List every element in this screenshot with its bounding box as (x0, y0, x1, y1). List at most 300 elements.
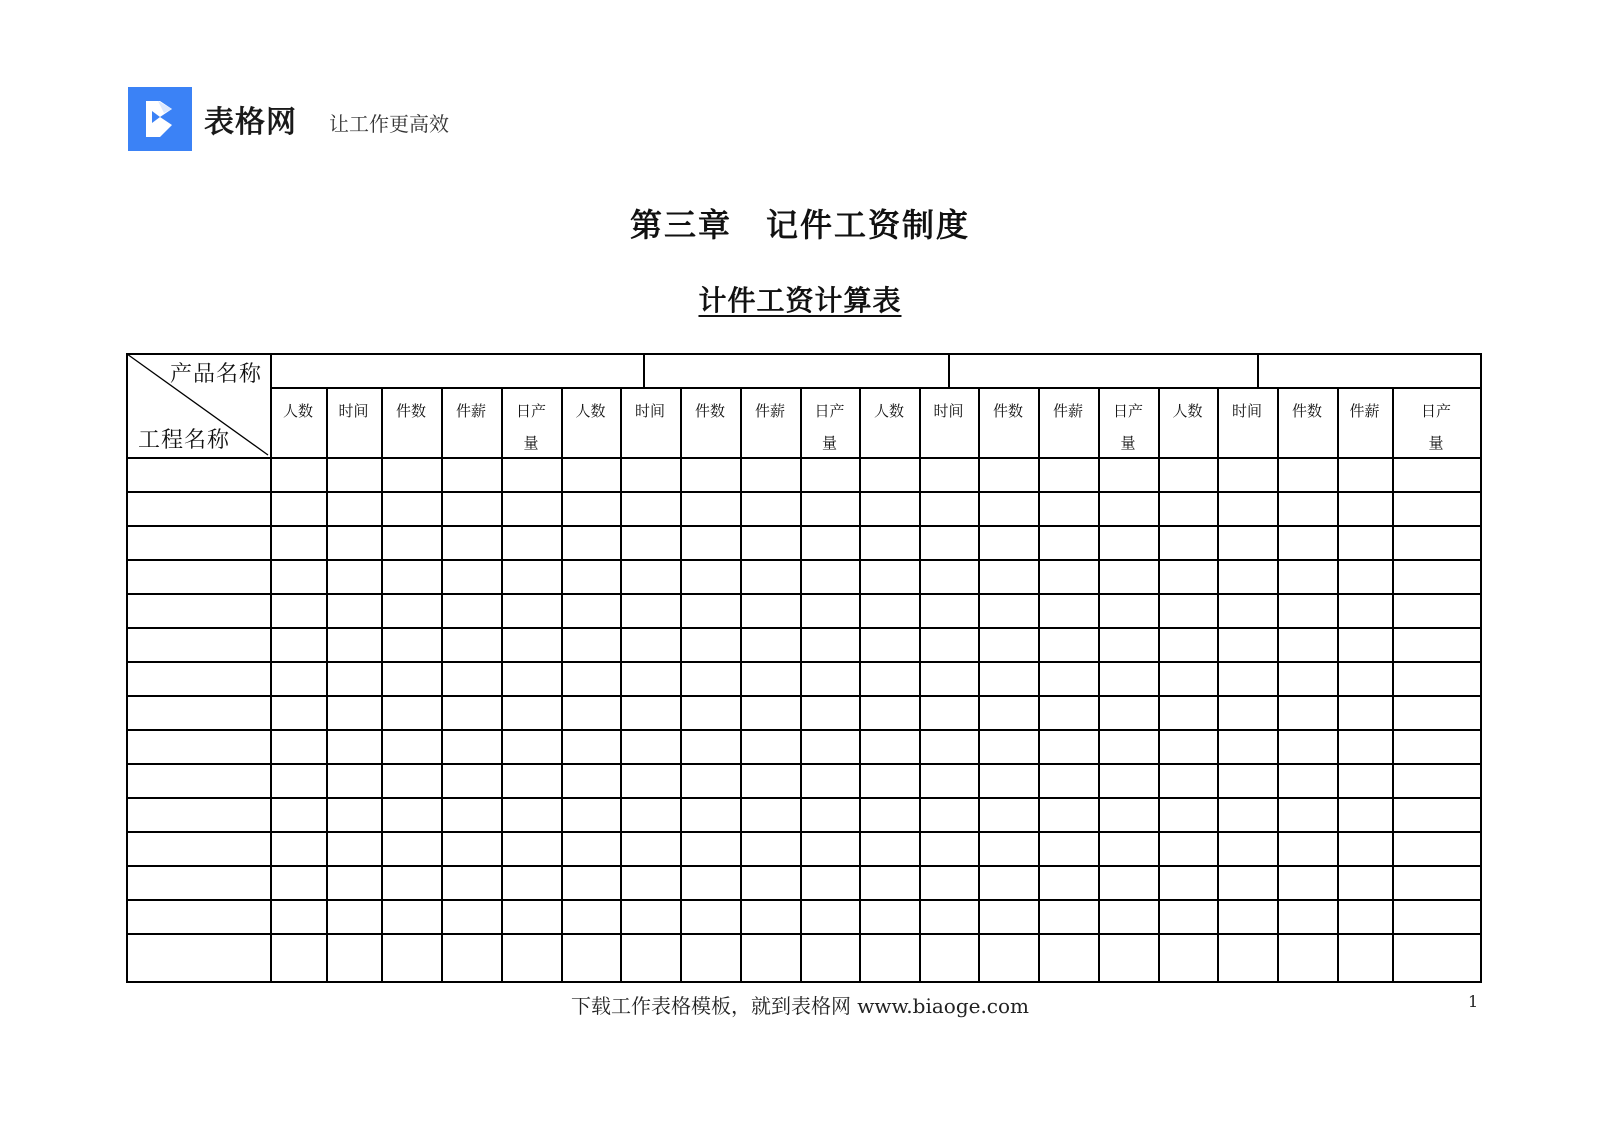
table-cell[interactable] (1339, 867, 1391, 898)
table-cell[interactable] (1339, 459, 1391, 490)
table-cell[interactable] (1100, 595, 1157, 626)
table-cell[interactable] (328, 697, 380, 728)
table-cell[interactable] (1160, 833, 1216, 864)
table-cell[interactable] (563, 561, 619, 592)
table-cell[interactable] (1040, 493, 1097, 524)
table-cell[interactable] (682, 901, 739, 932)
table-cell[interactable] (921, 799, 977, 830)
table-cell[interactable] (383, 595, 440, 626)
table-cell[interactable] (443, 459, 500, 490)
table-cell[interactable] (1219, 663, 1276, 694)
table-cell[interactable] (383, 629, 440, 660)
table-cell[interactable] (328, 901, 380, 932)
table-cell[interactable] (328, 731, 380, 762)
table-cell[interactable] (1160, 901, 1216, 932)
table-cell[interactable] (742, 833, 799, 864)
table-cell[interactable] (682, 527, 739, 558)
table-cell[interactable] (802, 799, 858, 830)
table-cell[interactable] (1279, 663, 1336, 694)
table-cell[interactable] (802, 901, 858, 932)
table-cell[interactable] (921, 935, 977, 966)
table-cell[interactable] (328, 493, 380, 524)
process-name-cell[interactable] (128, 629, 269, 660)
table-cell[interactable] (1040, 595, 1097, 626)
process-name-cell[interactable] (128, 765, 269, 796)
table-cell[interactable] (503, 901, 560, 932)
table-cell[interactable] (1040, 901, 1097, 932)
table-cell[interactable] (682, 833, 739, 864)
table-cell[interactable] (802, 765, 858, 796)
table-cell[interactable] (1040, 697, 1097, 728)
table-cell[interactable] (802, 867, 858, 898)
table-cell[interactable] (383, 901, 440, 932)
table-cell[interactable] (272, 901, 325, 932)
table-cell[interactable] (1339, 595, 1391, 626)
table-cell[interactable] (443, 799, 500, 830)
table-cell[interactable] (563, 663, 619, 694)
table-cell[interactable] (1279, 799, 1336, 830)
table-cell[interactable] (861, 527, 918, 558)
table-cell[interactable] (383, 561, 440, 592)
table-cell[interactable] (622, 527, 679, 558)
table-cell[interactable] (563, 799, 619, 830)
table-cell[interactable] (1160, 697, 1216, 728)
table-cell[interactable] (861, 663, 918, 694)
table-cell[interactable] (1394, 799, 1479, 830)
table-cell[interactable] (861, 459, 918, 490)
table-cell[interactable] (622, 731, 679, 762)
table-cell[interactable] (682, 935, 739, 966)
table-cell[interactable] (1279, 527, 1336, 558)
table-cell[interactable] (682, 867, 739, 898)
process-name-cell[interactable] (128, 799, 269, 830)
table-cell[interactable] (1394, 765, 1479, 796)
table-cell[interactable] (1160, 663, 1216, 694)
table-cell[interactable] (622, 765, 679, 796)
table-cell[interactable] (1160, 799, 1216, 830)
table-cell[interactable] (563, 697, 619, 728)
table-cell[interactable] (563, 493, 619, 524)
table-cell[interactable] (1160, 527, 1216, 558)
table-cell[interactable] (742, 901, 799, 932)
table-cell[interactable] (921, 459, 977, 490)
table-cell[interactable] (1100, 867, 1157, 898)
table-cell[interactable] (383, 731, 440, 762)
table-cell[interactable] (1219, 629, 1276, 660)
table-cell[interactable] (443, 867, 500, 898)
table-cell[interactable] (682, 765, 739, 796)
table-cell[interactable] (861, 833, 918, 864)
table-cell[interactable] (921, 765, 977, 796)
table-cell[interactable] (503, 867, 560, 898)
table-cell[interactable] (622, 493, 679, 524)
table-cell[interactable] (980, 867, 1037, 898)
process-name-cell[interactable] (128, 663, 269, 694)
table-cell[interactable] (1040, 731, 1097, 762)
table-cell[interactable] (980, 731, 1037, 762)
table-cell[interactable] (1394, 459, 1479, 490)
table-cell[interactable] (1160, 731, 1216, 762)
table-cell[interactable] (563, 527, 619, 558)
table-cell[interactable] (1100, 833, 1157, 864)
table-cell[interactable] (921, 697, 977, 728)
table-cell[interactable] (682, 629, 739, 660)
table-cell[interactable] (1279, 459, 1336, 490)
table-cell[interactable] (802, 561, 858, 592)
table-cell[interactable] (682, 493, 739, 524)
table-cell[interactable] (1040, 867, 1097, 898)
table-cell[interactable] (802, 459, 858, 490)
table-cell[interactable] (503, 595, 560, 626)
table-cell[interactable] (443, 663, 500, 694)
table-cell[interactable] (742, 799, 799, 830)
table-cell[interactable] (503, 663, 560, 694)
table-cell[interactable] (383, 663, 440, 694)
table-cell[interactable] (443, 901, 500, 932)
table-cell[interactable] (980, 833, 1037, 864)
table-cell[interactable] (802, 935, 858, 966)
table-cell[interactable] (861, 561, 918, 592)
table-cell[interactable] (1394, 731, 1479, 762)
table-cell[interactable] (272, 493, 325, 524)
table-cell[interactable] (1100, 697, 1157, 728)
table-cell[interactable] (1219, 765, 1276, 796)
table-cell[interactable] (1339, 493, 1391, 524)
table-cell[interactable] (742, 935, 799, 966)
table-cell[interactable] (980, 765, 1037, 796)
process-name-cell[interactable] (128, 697, 269, 728)
table-cell[interactable] (443, 527, 500, 558)
table-cell[interactable] (980, 901, 1037, 932)
table-cell[interactable] (742, 629, 799, 660)
table-cell[interactable] (328, 833, 380, 864)
table-cell[interactable] (383, 833, 440, 864)
table-cell[interactable] (1219, 935, 1276, 966)
table-cell[interactable] (443, 765, 500, 796)
table-cell[interactable] (1040, 765, 1097, 796)
table-cell[interactable] (328, 629, 380, 660)
table-cell[interactable] (1160, 629, 1216, 660)
table-cell[interactable] (563, 459, 619, 490)
table-cell[interactable] (563, 629, 619, 660)
table-cell[interactable] (272, 697, 325, 728)
table-cell[interactable] (272, 527, 325, 558)
table-cell[interactable] (622, 629, 679, 660)
table-cell[interactable] (1279, 493, 1336, 524)
table-cell[interactable] (443, 629, 500, 660)
process-name-cell[interactable] (128, 527, 269, 558)
table-cell[interactable] (1219, 799, 1276, 830)
table-cell[interactable] (563, 833, 619, 864)
table-cell[interactable] (682, 459, 739, 490)
table-cell[interactable] (921, 867, 977, 898)
table-cell[interactable] (1339, 765, 1391, 796)
table-cell[interactable] (383, 765, 440, 796)
table-cell[interactable] (1394, 867, 1479, 898)
table-cell[interactable] (383, 493, 440, 524)
table-cell[interactable] (563, 935, 619, 966)
table-cell[interactable] (503, 833, 560, 864)
table-cell[interactable] (1279, 629, 1336, 660)
table-cell[interactable] (742, 765, 799, 796)
table-cell[interactable] (802, 833, 858, 864)
table-cell[interactable] (328, 765, 380, 796)
table-cell[interactable] (861, 867, 918, 898)
table-cell[interactable] (1040, 459, 1097, 490)
table-cell[interactable] (682, 799, 739, 830)
table-cell[interactable] (503, 697, 560, 728)
process-name-cell[interactable] (128, 867, 269, 898)
table-cell[interactable] (1160, 867, 1216, 898)
table-cell[interactable] (1219, 459, 1276, 490)
table-cell[interactable] (1040, 799, 1097, 830)
table-cell[interactable] (272, 799, 325, 830)
table-cell[interactable] (272, 765, 325, 796)
table-cell[interactable] (1100, 629, 1157, 660)
table-cell[interactable] (1219, 697, 1276, 728)
process-name-cell[interactable] (128, 459, 269, 490)
table-cell[interactable] (1394, 935, 1479, 966)
table-cell[interactable] (921, 493, 977, 524)
table-cell[interactable] (1100, 561, 1157, 592)
process-name-cell[interactable] (128, 561, 269, 592)
table-cell[interactable] (980, 663, 1037, 694)
table-cell[interactable] (272, 595, 325, 626)
table-cell[interactable] (383, 527, 440, 558)
table-cell[interactable] (861, 901, 918, 932)
table-cell[interactable] (503, 629, 560, 660)
table-cell[interactable] (328, 595, 380, 626)
table-cell[interactable] (328, 867, 380, 898)
table-cell[interactable] (383, 867, 440, 898)
process-name-cell[interactable] (128, 901, 269, 932)
table-cell[interactable] (1040, 629, 1097, 660)
table-cell[interactable] (622, 935, 679, 966)
table-cell[interactable] (1040, 935, 1097, 966)
table-cell[interactable] (682, 561, 739, 592)
table-cell[interactable] (1160, 459, 1216, 490)
table-cell[interactable] (980, 595, 1037, 626)
table-cell[interactable] (921, 527, 977, 558)
table-cell[interactable] (328, 561, 380, 592)
table-cell[interactable] (328, 459, 380, 490)
table-cell[interactable] (742, 561, 799, 592)
table-cell[interactable] (328, 527, 380, 558)
table-cell[interactable] (503, 731, 560, 762)
table-cell[interactable] (1394, 833, 1479, 864)
table-cell[interactable] (622, 867, 679, 898)
process-name-cell[interactable] (128, 833, 269, 864)
table-cell[interactable] (1160, 595, 1216, 626)
table-cell[interactable] (1339, 561, 1391, 592)
table-cell[interactable] (1040, 833, 1097, 864)
table-cell[interactable] (980, 493, 1037, 524)
process-name-cell[interactable] (128, 731, 269, 762)
table-cell[interactable] (1100, 935, 1157, 966)
table-cell[interactable] (921, 901, 977, 932)
table-cell[interactable] (622, 799, 679, 830)
table-cell[interactable] (682, 595, 739, 626)
table-cell[interactable] (443, 731, 500, 762)
table-cell[interactable] (1279, 901, 1336, 932)
table-cell[interactable] (1160, 493, 1216, 524)
table-cell[interactable] (802, 527, 858, 558)
table-cell[interactable] (383, 697, 440, 728)
table-cell[interactable] (921, 663, 977, 694)
table-cell[interactable] (443, 595, 500, 626)
table-cell[interactable] (1040, 527, 1097, 558)
table-cell[interactable] (1100, 799, 1157, 830)
table-cell[interactable] (1279, 935, 1336, 966)
table-cell[interactable] (443, 935, 500, 966)
table-cell[interactable] (742, 731, 799, 762)
table-cell[interactable] (921, 561, 977, 592)
table-cell[interactable] (272, 561, 325, 592)
table-cell[interactable] (1394, 697, 1479, 728)
table-cell[interactable] (742, 493, 799, 524)
table-cell[interactable] (980, 697, 1037, 728)
table-cell[interactable] (1394, 663, 1479, 694)
table-cell[interactable] (1040, 561, 1097, 592)
table-cell[interactable] (1394, 595, 1479, 626)
table-cell[interactable] (503, 935, 560, 966)
table-cell[interactable] (443, 561, 500, 592)
table-cell[interactable] (503, 459, 560, 490)
table-cell[interactable] (921, 595, 977, 626)
table-cell[interactable] (443, 697, 500, 728)
table-cell[interactable] (1040, 663, 1097, 694)
table-cell[interactable] (328, 935, 380, 966)
table-cell[interactable] (1394, 527, 1479, 558)
table-cell[interactable] (1279, 867, 1336, 898)
table-cell[interactable] (1100, 731, 1157, 762)
table-cell[interactable] (682, 697, 739, 728)
table-cell[interactable] (1219, 731, 1276, 762)
table-cell[interactable] (861, 595, 918, 626)
table-cell[interactable] (622, 663, 679, 694)
table-cell[interactable] (1394, 629, 1479, 660)
table-cell[interactable] (622, 459, 679, 490)
table-cell[interactable] (921, 629, 977, 660)
process-name-cell[interactable] (128, 595, 269, 626)
table-cell[interactable] (1100, 765, 1157, 796)
table-cell[interactable] (503, 561, 560, 592)
table-cell[interactable] (742, 595, 799, 626)
table-cell[interactable] (1100, 527, 1157, 558)
table-cell[interactable] (1339, 731, 1391, 762)
table-cell[interactable] (861, 935, 918, 966)
table-cell[interactable] (503, 765, 560, 796)
table-cell[interactable] (1394, 561, 1479, 592)
table-cell[interactable] (328, 663, 380, 694)
table-cell[interactable] (1279, 561, 1336, 592)
table-cell[interactable] (861, 493, 918, 524)
table-cell[interactable] (1279, 833, 1336, 864)
table-cell[interactable] (1339, 833, 1391, 864)
table-cell[interactable] (1219, 867, 1276, 898)
table-cell[interactable] (1100, 663, 1157, 694)
table-cell[interactable] (272, 935, 325, 966)
table-cell[interactable] (980, 459, 1037, 490)
table-cell[interactable] (980, 561, 1037, 592)
table-cell[interactable] (1160, 765, 1216, 796)
table-cell[interactable] (802, 629, 858, 660)
table-cell[interactable] (861, 731, 918, 762)
table-cell[interactable] (272, 731, 325, 762)
table-cell[interactable] (272, 459, 325, 490)
table-cell[interactable] (1339, 629, 1391, 660)
table-cell[interactable] (443, 833, 500, 864)
table-cell[interactable] (1279, 697, 1336, 728)
table-cell[interactable] (383, 799, 440, 830)
table-cell[interactable] (921, 833, 977, 864)
table-cell[interactable] (921, 731, 977, 762)
table-cell[interactable] (328, 799, 380, 830)
table-cell[interactable] (503, 527, 560, 558)
table-cell[interactable] (980, 527, 1037, 558)
table-cell[interactable] (682, 663, 739, 694)
table-cell[interactable] (272, 833, 325, 864)
table-cell[interactable] (742, 663, 799, 694)
table-cell[interactable] (622, 697, 679, 728)
table-cell[interactable] (563, 901, 619, 932)
table-cell[interactable] (1339, 527, 1391, 558)
table-cell[interactable] (861, 765, 918, 796)
table-cell[interactable] (1219, 901, 1276, 932)
table-cell[interactable] (1219, 561, 1276, 592)
table-cell[interactable] (383, 459, 440, 490)
table-cell[interactable] (802, 663, 858, 694)
table-cell[interactable] (1279, 765, 1336, 796)
table-cell[interactable] (563, 731, 619, 762)
table-cell[interactable] (272, 663, 325, 694)
table-cell[interactable] (443, 493, 500, 524)
table-cell[interactable] (1100, 901, 1157, 932)
table-cell[interactable] (622, 833, 679, 864)
table-cell[interactable] (1219, 595, 1276, 626)
table-cell[interactable] (742, 527, 799, 558)
table-cell[interactable] (682, 731, 739, 762)
table-cell[interactable] (1339, 901, 1391, 932)
table-cell[interactable] (742, 459, 799, 490)
table-cell[interactable] (802, 731, 858, 762)
table-cell[interactable] (1339, 799, 1391, 830)
table-cell[interactable] (802, 493, 858, 524)
table-cell[interactable] (1394, 493, 1479, 524)
table-cell[interactable] (1100, 493, 1157, 524)
table-cell[interactable] (802, 697, 858, 728)
table-cell[interactable] (1339, 935, 1391, 966)
table-cell[interactable] (622, 561, 679, 592)
table-cell[interactable] (1279, 595, 1336, 626)
table-cell[interactable] (563, 595, 619, 626)
table-cell[interactable] (802, 595, 858, 626)
process-name-cell[interactable] (128, 935, 269, 966)
table-cell[interactable] (272, 867, 325, 898)
table-cell[interactable] (742, 697, 799, 728)
table-cell[interactable] (980, 799, 1037, 830)
table-cell[interactable] (980, 935, 1037, 966)
table-cell[interactable] (622, 901, 679, 932)
table-cell[interactable] (622, 595, 679, 626)
table-cell[interactable] (1100, 459, 1157, 490)
table-cell[interactable] (742, 867, 799, 898)
table-cell[interactable] (1279, 731, 1336, 762)
table-cell[interactable] (1219, 527, 1276, 558)
table-cell[interactable] (1394, 901, 1479, 932)
table-cell[interactable] (503, 493, 560, 524)
table-cell[interactable] (563, 765, 619, 796)
